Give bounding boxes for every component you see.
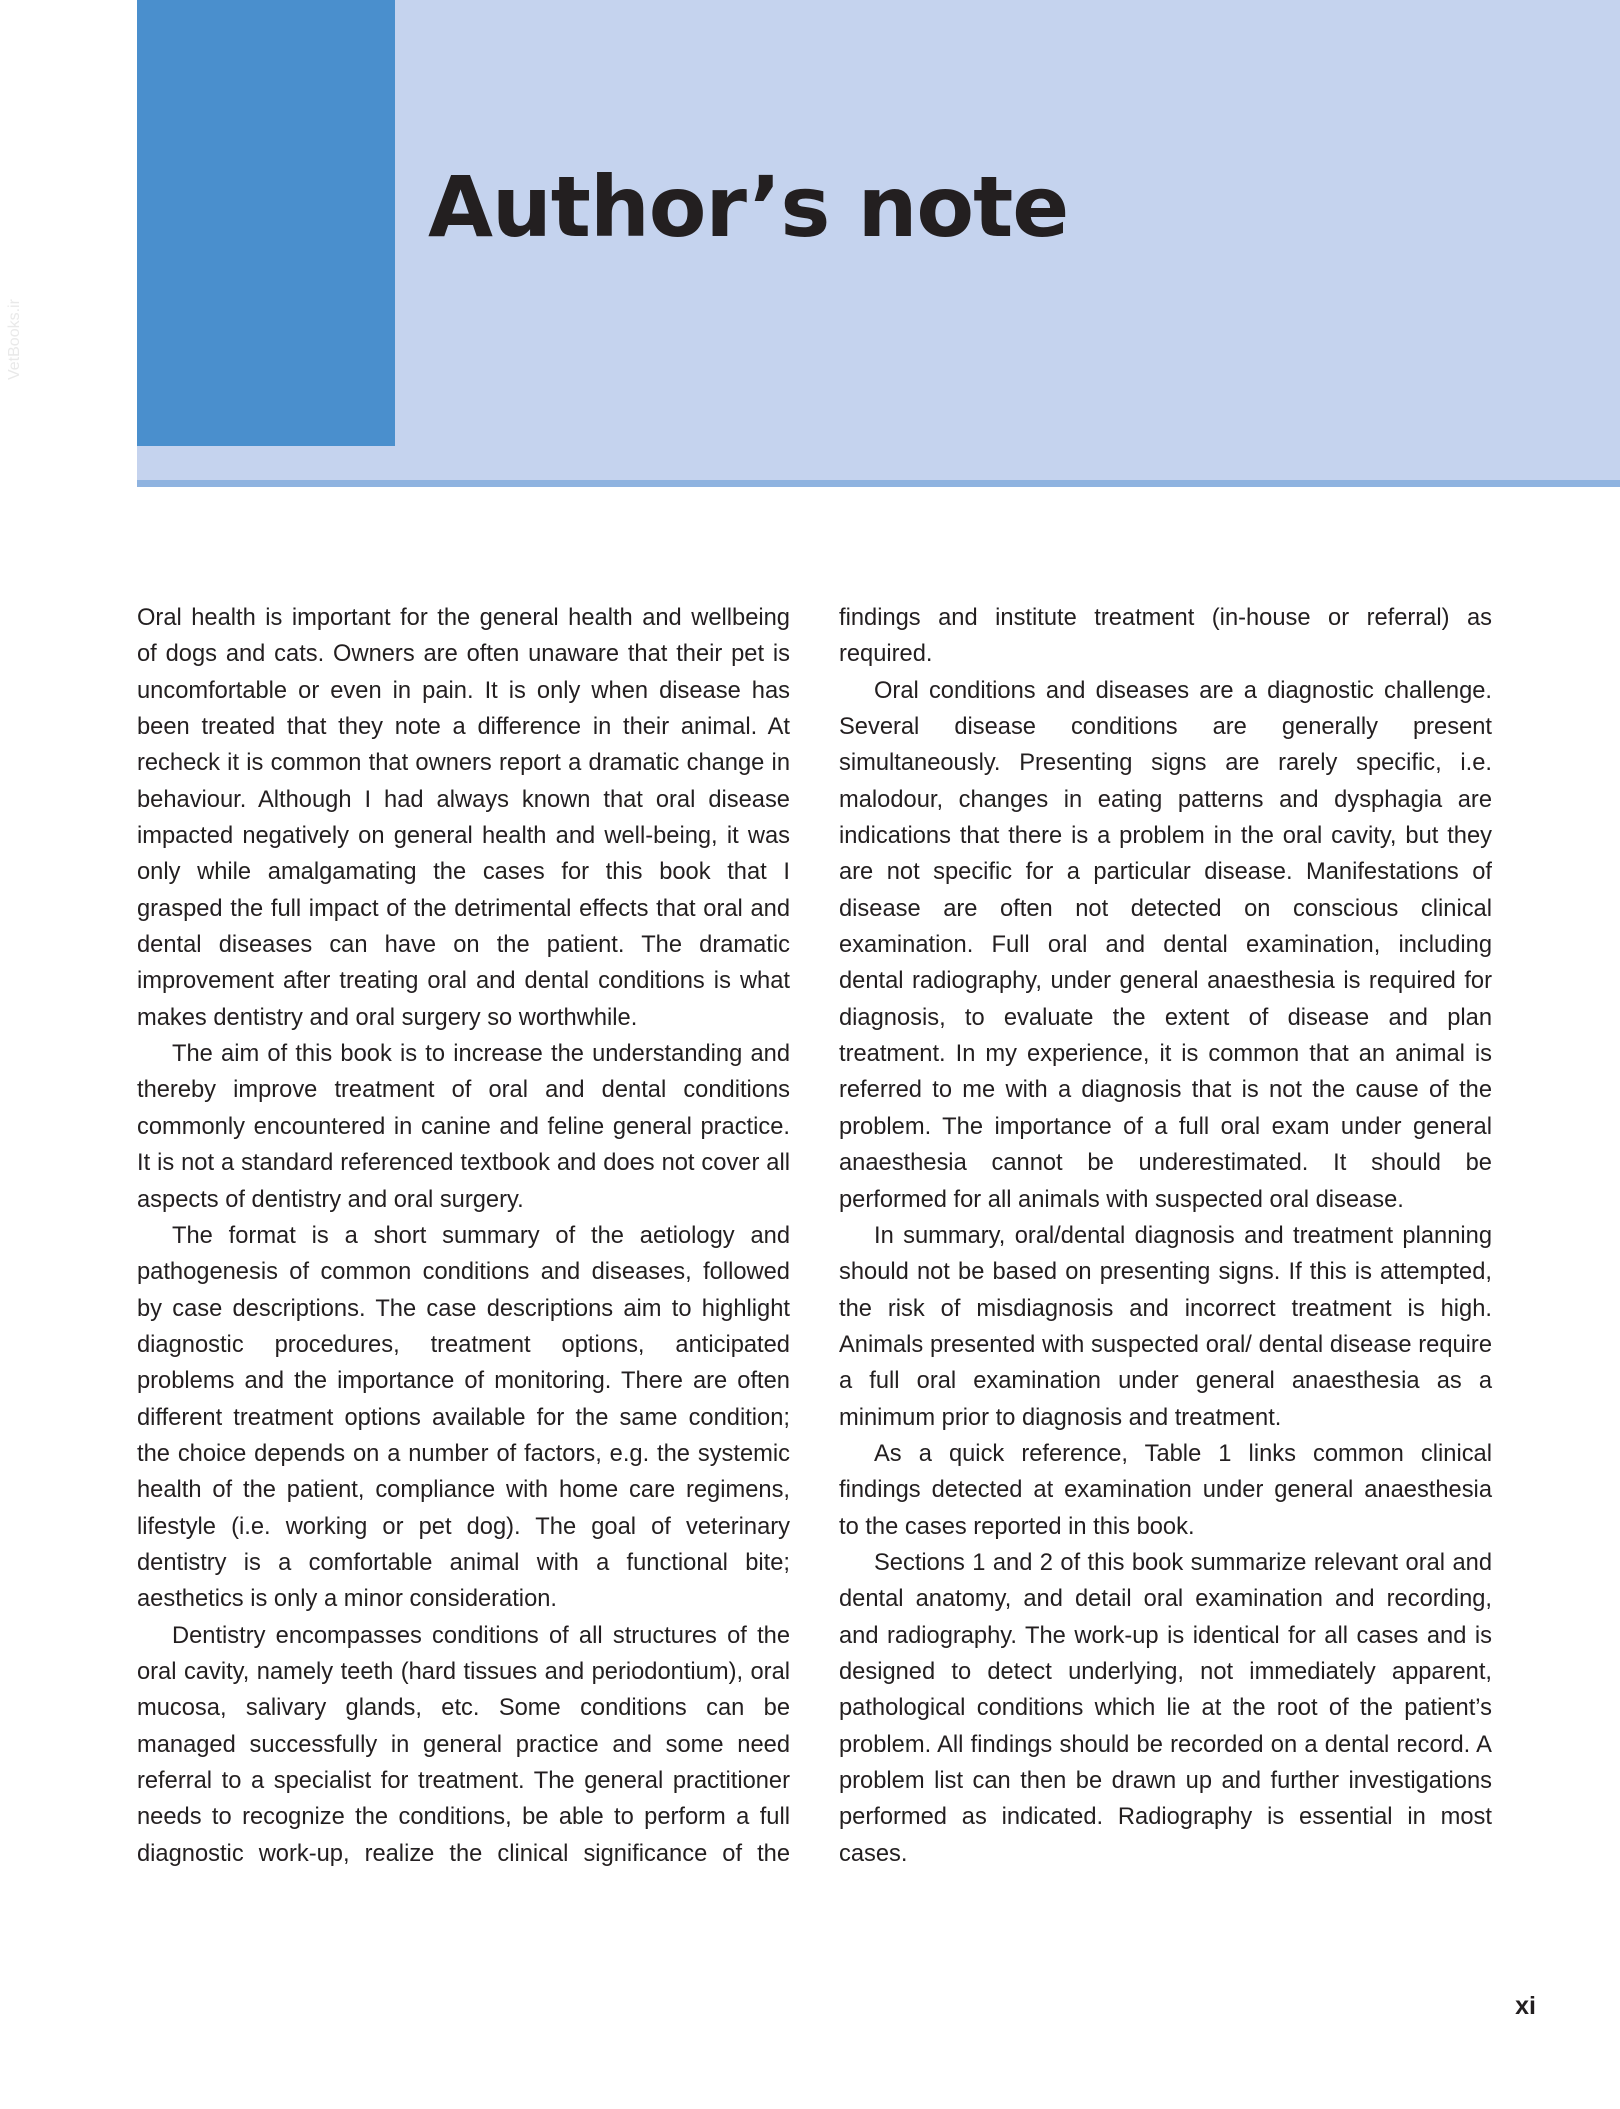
paragraph-3: The format is a short summary of the aetiology and pathogenesis of common conditions and diseases, followed by case descriptions. The case descriptions aim to highlight diagnostic procedures, treatment options, anticipated problems and the importance of monitoring. There are often different treatment options available for the same condition; the choice depends on a number of factors, e.g. the systemic health of the patient, compliance with home care regimens, lifestyle (i.e. working or pet dog). The goal of veterinary dentistry is a comfortable animal with a functional bite; aesthetics is only a minor consideration. — [137, 1222, 790, 1613]
body-text-columns — [137, 600, 1492, 1872]
paragraph-1: Oral health is important for the general health and wellbeing of dogs and cats. Owners are often unaware that their pet is uncomfortable or even in pain. It is only when disease has been treated that they note a difference in their animal. At recheck it is common that owners report a dramatic change in behaviour. Although I had always known that oral disease impacted negatively on general health and well-being, it was only while amalgamating the cases for this book that I grasped the full impact of the detrimental effects that oral and dental diseases can have on the patient. The dramatic improvement after treating oral and dental conditions is what makes dentistry and oral surgery so worthwhile. — [137, 605, 790, 1031]
paragraph-7: As a quick reference, Table 1 links common clinical findings detected at examination under general anaesthesia to the cases reported in this book. — [839, 1440, 1492, 1540]
page-title: Author’s note — [428, 158, 1069, 256]
paragraph-6: In summary, oral/dental diagnosis and treatment planning should not be based on presenting signs. If this is attempted, the risk of misdiagnosis and incorrect treatment is high. Animals presented with suspected oral/ dental disease require a full oral examination under general anaesthesia as a minimum prior to diagnosis and treatment. — [839, 1222, 1492, 1431]
header-accent-block — [137, 0, 395, 446]
page-number: xi — [1515, 1992, 1536, 2020]
paragraph-4: Dentistry encompasses conditions of all structures of the oral cavity, namely teeth (hard tissues and periodontium), oral mucosa, salivary glands, etc. Some conditions can be managed successfully in general practice and some need referral to a specialist for treatment. The general practitioner needs to recognize the conditions, be able to perform a full diagnostic work-up, realize the clinical significance of the findings and institute treatment (in-house or referral) as required. — [137, 605, 1492, 1867]
side-watermark: VetBooks.ir — [6, 299, 23, 380]
paragraph-8: Sections 1 and 2 of this book summarize relevant oral and dental anatomy, and detail oral examination and recording, and radiography. The work-up is identical for all cases and is designed to detect underlying, not immediately apparent, pathological conditions which lie at the root of the patient’s problem. All findings should be recorded on a dental record. A problem list can then be drawn up and further investigations performed as indicated. Radiography is essential in most cases. — [839, 1549, 1492, 1867]
paragraph-2: The aim of this book is to increase the understanding and thereby improve treatment of oral and dental conditions commonly encountered in canine and feline general practice. It is not a standard referenced textbook and does not cover all aspects of dentistry and oral surgery. — [137, 1041, 790, 1213]
header-divider — [137, 480, 1620, 487]
paragraph-5: Oral conditions and diseases are a diagnostic challenge. Several disease conditions are generally present simultaneously. Presenting signs are rarely specific, i.e. malodour, changes in eating patterns and dysphagia are indications that there is a problem in the oral cavity, but they are not specific for a particular disease. Manifestations of disease are often not detected on conscious clinical examination. Full oral and dental examination, including dental radiography, under general anaesthesia is required for diagnosis, to evaluate the extent of disease and plan treatment. In my experience, it is common that an animal is referred to me with a diagnosis that is not the cause of the problem. The importance of a full oral exam under general anaesthesia cannot be underestimated. It should be performed for all animals with suspected oral disease. — [839, 677, 1492, 1213]
